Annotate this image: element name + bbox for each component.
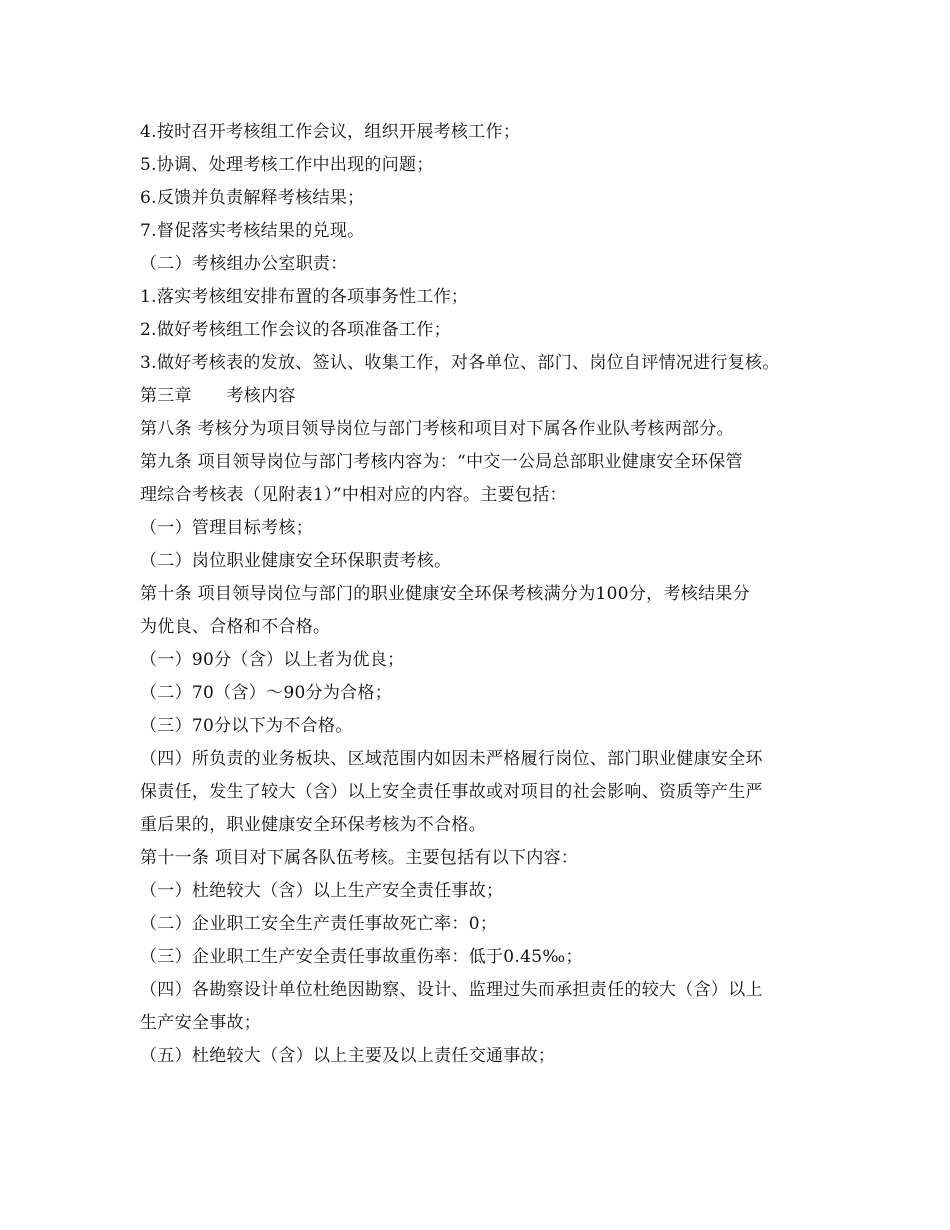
text-line: （一）管理目标考核； <box>140 518 313 538</box>
text-line: 1.落实考核组安排布置的各项事务性工作； <box>140 287 469 307</box>
text-line: （三）企业职工生产安全责任事故重伤率：低于0.45‰； <box>140 947 583 967</box>
text-line: 重后果的，职业健康安全环保考核为不合格。 <box>140 815 486 835</box>
text-line: 为优良、合格和不合格。 <box>140 617 331 637</box>
text-line: 5.协调、处理考核工作中出现的问题； <box>140 155 434 175</box>
text-line: 6.反馈并负责解释考核结果； <box>140 188 365 208</box>
text-line: （五）杜绝较大（含）以上主要及以上责任交通事故； <box>140 1046 556 1066</box>
text-line: 理综合考核表（见附表1）”中相对应的内容。主要包括： <box>140 485 567 505</box>
text-line: （四）所负责的业务板块、区域范围内如因未严格履行岗位、部门职业健康安全环 <box>140 749 763 769</box>
text-line: 4.按时召开考核组工作会议，组织开展考核工作； <box>140 122 521 142</box>
text-line: 2.做好考核组工作会议的各项准备工作； <box>140 320 451 340</box>
text-line: 7.督促落实考核结果的兑现。 <box>140 221 365 241</box>
article-line: 第九条 项目领导岗位与部门考核内容为：“中交一公局总部职业健康安全环保管 <box>140 452 743 472</box>
text-line: 生产安全事故； <box>140 1013 262 1033</box>
article-line: 第十条 项目领导岗位与部门的职业健康安全环保考核满分为100分，考核结果分 <box>140 584 750 604</box>
text-line: （二）企业职工安全生产责任事故死亡率：0； <box>140 914 498 934</box>
text-line: （二）岗位职业健康安全环保职责考核。 <box>140 551 452 571</box>
text-line: 3.做好考核表的发放、签认、收集工作，对各单位、部门、岗位自评情况进行复核。 <box>140 353 780 373</box>
text-line: 保责任，发生了较大（含）以上安全责任事故或对项目的社会影响、资质等产生严 <box>140 782 763 802</box>
text-line: （二）70（含）～90分为合格； <box>140 683 393 703</box>
text-line: （一）杜绝较大（含）以上生产安全责任事故； <box>140 881 504 901</box>
chapter-heading: 第三章 考核内容 <box>140 386 296 406</box>
text-line: （三）70分以下为不合格。 <box>140 716 353 736</box>
text-line: （一）90分（含）以上者为优良； <box>140 650 405 670</box>
article-line: 第十一条 项目对下属各队伍考核。主要包括有以下内容： <box>140 848 579 868</box>
section-heading: （二）考核组办公室职责： <box>140 254 348 274</box>
document-body <box>140 116 830 1073</box>
text-line: （四）各勘察设计单位杜绝因勘察、设计、监理过失而承担责任的较大（含）以上 <box>140 980 763 1000</box>
article-line: 第八条 考核分为项目领导岗位与部门考核和项目对下属各作业队考核两部分。 <box>140 419 734 439</box>
